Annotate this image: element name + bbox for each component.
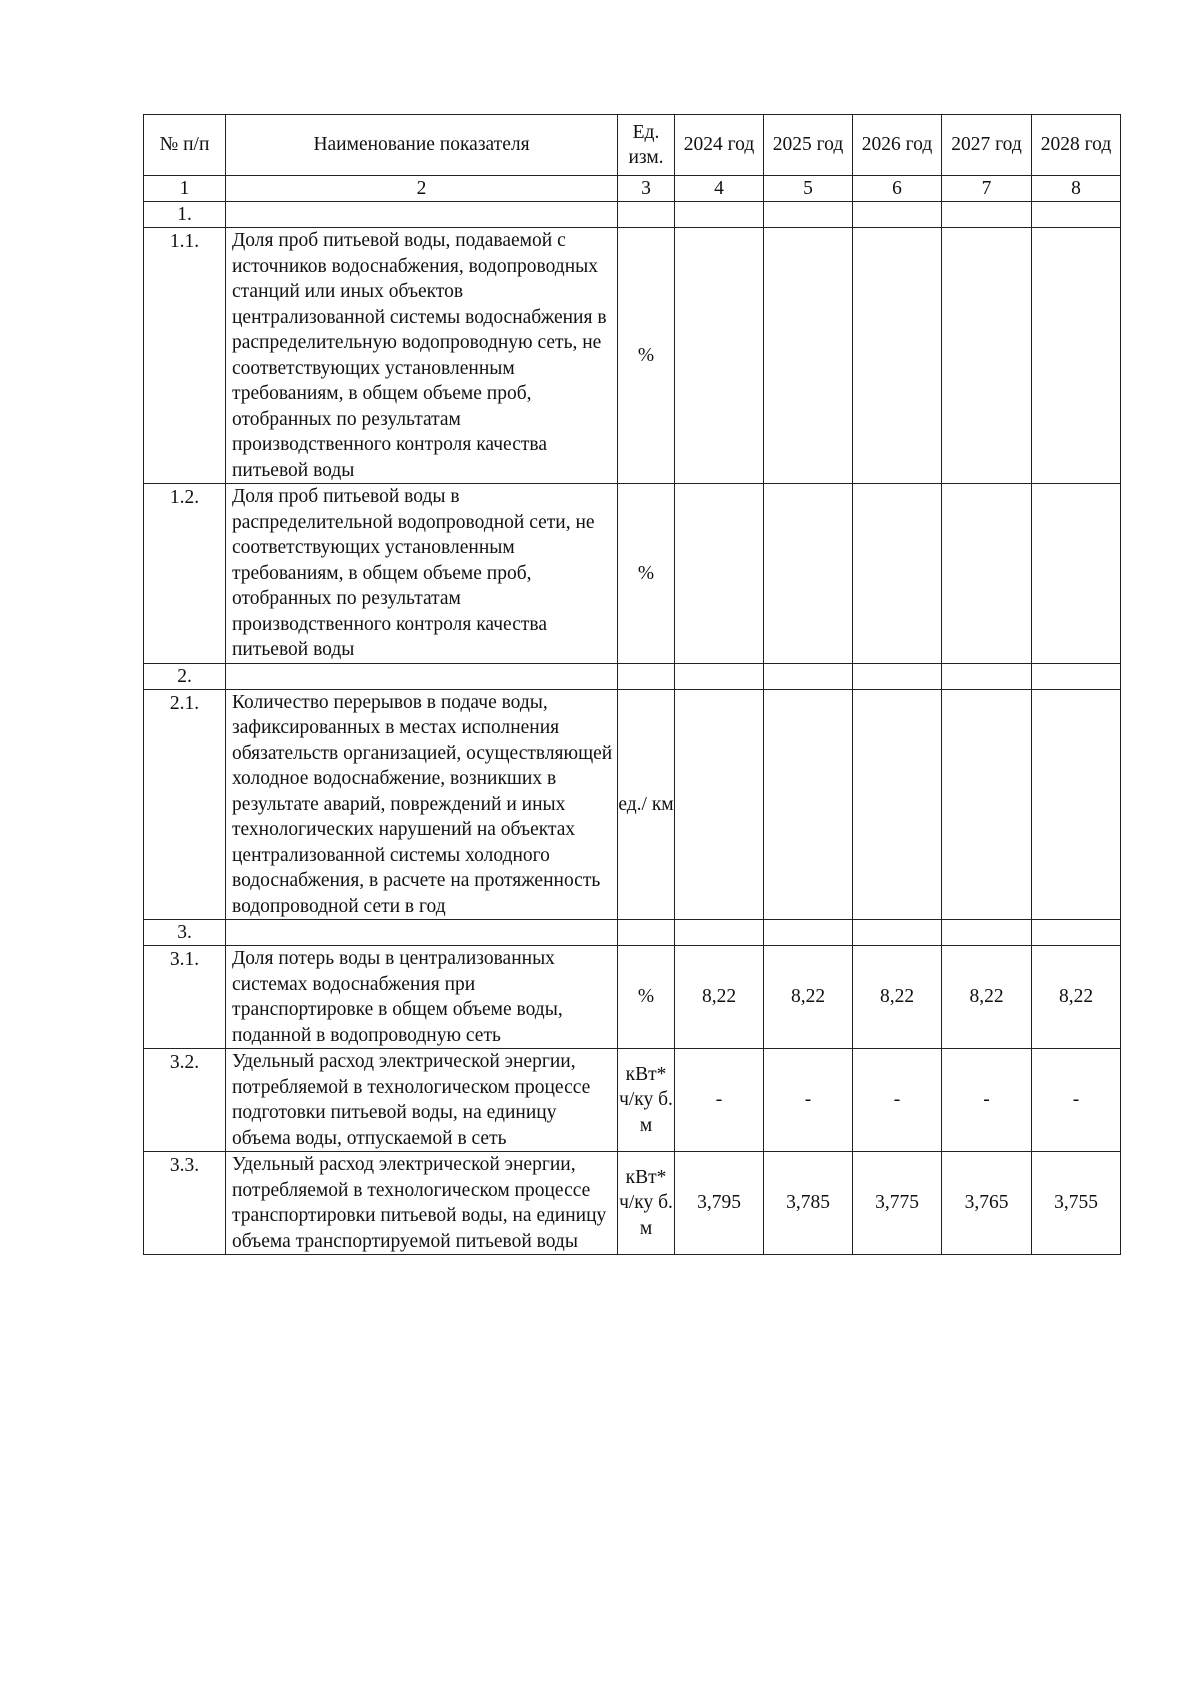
row-unit-text: кВт* ч/ку б. м	[619, 1063, 673, 1136]
row-value-2026: 8,22	[853, 946, 942, 1049]
row-value-2026	[853, 689, 942, 920]
table-header-row	[144, 115, 1121, 176]
row-value-2025	[764, 202, 853, 228]
row-value-2027	[942, 689, 1032, 920]
table-row-section-2	[144, 663, 1121, 689]
indicators-table	[143, 114, 1121, 1255]
row-value-2028	[1032, 484, 1121, 664]
row-value-2024	[675, 920, 764, 946]
row-value-2028: -	[1032, 1049, 1121, 1152]
document-page	[143, 114, 1120, 1255]
column-number: 3	[618, 176, 675, 202]
header-unit: Ед. изм.	[618, 115, 675, 176]
row-value-2025	[764, 484, 853, 664]
row-value-2025: -	[764, 1049, 853, 1152]
header-year-2027: 2027 год	[942, 115, 1032, 176]
row-value-2027	[942, 202, 1032, 228]
row-unit	[618, 689, 675, 920]
row-value-2026	[853, 202, 942, 228]
row-value-2028	[1032, 689, 1121, 920]
table-row-3-2	[144, 1049, 1121, 1152]
row-num: 1.2.	[144, 484, 226, 664]
row-num: 3.1.	[144, 946, 226, 1049]
row-value-2024	[675, 228, 764, 484]
row-value-2026: -	[853, 1049, 942, 1152]
header-num: № п/п	[144, 115, 226, 176]
header-year-2025: 2025 год	[764, 115, 853, 176]
row-value-2024	[675, 202, 764, 228]
row-name: Доля проб питьевой воды, подаваемой с источников водоснабжения, водопроводных станций или иных объектов централизованной системы водоснабжения в распределительную водопроводную сеть, не соответствующих установленным требованиям, в общем объеме проб, отобранных по результатам производственного контроля качества питьевой воды	[226, 228, 618, 484]
row-value-2026	[853, 920, 942, 946]
header-year-2028: 2028 год	[1032, 115, 1121, 176]
row-unit-text: кВт* ч/ку б. м	[619, 1166, 673, 1239]
row-value-2028	[1032, 920, 1121, 946]
header-year-2026: 2026 год	[853, 115, 942, 176]
row-value-2026: 3,775	[853, 1152, 942, 1255]
row-value-2028	[1032, 202, 1121, 228]
row-value-2025	[764, 689, 853, 920]
column-number: 2	[226, 176, 618, 202]
row-value-2027: -	[942, 1049, 1032, 1152]
column-number-row	[144, 176, 1121, 202]
row-value-2026	[853, 228, 942, 484]
row-value-2027	[942, 484, 1032, 664]
row-name	[226, 663, 618, 689]
row-value-2025: 3,785	[764, 1152, 853, 1255]
row-value-2024: 3,795	[675, 1152, 764, 1255]
row-value-2025	[764, 920, 853, 946]
row-value-2027: 3,765	[942, 1152, 1032, 1255]
row-unit	[618, 920, 675, 946]
row-value-2024	[675, 484, 764, 664]
row-num: 3.	[144, 920, 226, 946]
table-row-2-1	[144, 689, 1121, 920]
row-value-2028	[1032, 663, 1121, 689]
row-unit	[618, 202, 675, 228]
header-year-2024: 2024 год	[675, 115, 764, 176]
row-value-2024: 8,22	[675, 946, 764, 1049]
row-unit-text: ед./ км	[618, 793, 674, 815]
row-unit	[618, 1049, 675, 1152]
row-num: 2.	[144, 663, 226, 689]
table-row-3-1	[144, 946, 1121, 1049]
row-num: 1.	[144, 202, 226, 228]
row-num: 3.3.	[144, 1152, 226, 1255]
row-name: Доля потерь воды в централизованных системах водоснабжения при транспортировке в общем объеме воды, поданной в водопроводную сеть	[226, 946, 618, 1049]
row-unit: %	[618, 228, 675, 484]
table-row-section-3	[144, 920, 1121, 946]
column-number: 1	[144, 176, 226, 202]
row-name	[226, 202, 618, 228]
row-value-2027	[942, 663, 1032, 689]
column-number: 8	[1032, 176, 1121, 202]
table-row-3-3	[144, 1152, 1121, 1255]
column-number: 6	[853, 176, 942, 202]
row-value-2028: 3,755	[1032, 1152, 1121, 1255]
row-value-2026	[853, 484, 942, 664]
row-name: Удельный расход электрической энергии, потребляемой в технологическом процессе подготовки питьевой воды, на единицу объема воды, отпускаемой в сеть	[226, 1049, 618, 1152]
header-name: Наименование показателя	[226, 115, 618, 176]
row-value-2027	[942, 228, 1032, 484]
row-name: Удельный расход электрической энергии, потребляемой в технологическом процессе транспортировки питьевой воды, на единицу объема транспортируемой питьевой воды	[226, 1152, 618, 1255]
column-number: 7	[942, 176, 1032, 202]
row-name	[226, 920, 618, 946]
row-value-2027: 8,22	[942, 946, 1032, 1049]
table-row-1-1	[144, 228, 1121, 484]
row-unit	[618, 663, 675, 689]
row-value-2025: 8,22	[764, 946, 853, 1049]
table-row-1-2	[144, 484, 1121, 664]
row-unit: %	[618, 946, 675, 1049]
row-num: 3.2.	[144, 1049, 226, 1152]
column-number: 5	[764, 176, 853, 202]
row-name: Доля проб питьевой воды в распределительной водопроводной сети, не соответствующих установленным требованиям, в общем объеме проб, отобранных по результатам производственного контроля качества питьевой воды	[226, 484, 618, 664]
row-value-2024	[675, 689, 764, 920]
row-value-2026	[853, 663, 942, 689]
row-num: 1.1.	[144, 228, 226, 484]
row-value-2025	[764, 663, 853, 689]
row-unit: %	[618, 484, 675, 664]
row-value-2025	[764, 228, 853, 484]
column-number: 4	[675, 176, 764, 202]
row-value-2024: -	[675, 1049, 764, 1152]
row-unit	[618, 1152, 675, 1255]
row-value-2028: 8,22	[1032, 946, 1121, 1049]
row-value-2027	[942, 920, 1032, 946]
row-value-2024	[675, 663, 764, 689]
row-name: Количество перерывов в подаче воды, зафиксированных в местах исполнения обязательств организацией, осуществляющей холодное водоснабжение, возникших в результате аварий, повреждений и иных технологических нарушений на объектах централизованной системы холодного водоснабжения, в расчете на протяженность водопроводной сети в год	[226, 689, 618, 920]
row-value-2028	[1032, 228, 1121, 484]
row-num: 2.1.	[144, 689, 226, 920]
table-row-section-1	[144, 202, 1121, 228]
